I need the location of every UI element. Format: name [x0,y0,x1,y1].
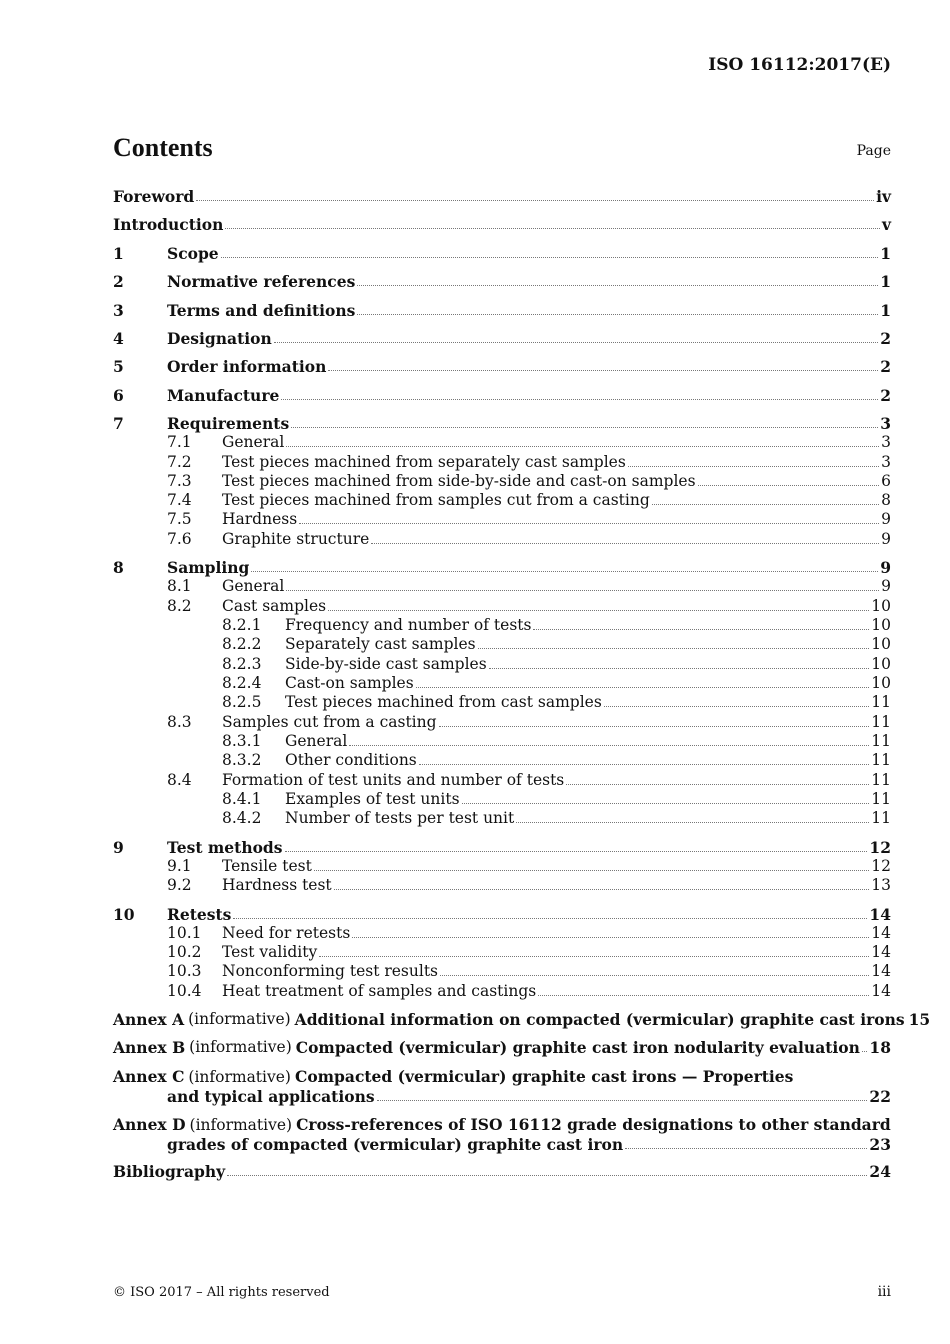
dot-leader [377,1099,868,1101]
dot-leader [698,484,880,486]
toc-entry[interactable] [113,187,891,206]
dot-leader [516,821,869,823]
copyright-notice: © ISO 2017 – All rights reserved [113,1285,330,1300]
toc-entry-title: Terms and definitions [167,301,356,320]
toc-entry-title: Hardness [222,510,298,528]
toc-entry-page: 10 [871,655,891,673]
toc-entry[interactable] [113,530,891,549]
toc-entry-page: 14 [871,982,891,1000]
dot-leader [862,1050,868,1052]
toc-entry-number: 8.2.1 [222,616,262,634]
annex-type: (informative) [188,1068,291,1086]
toc-entry-number: 7.4 [167,491,192,509]
toc-entry[interactable] [113,597,891,616]
toc-entry-title: Test methods [167,838,283,857]
toc-entry-page: 11 [871,732,891,750]
toc-entry-page: 6 [881,472,891,490]
toc-entry-number: 7.5 [167,510,192,528]
document-id: ISO 16112:2017(E) [708,55,891,75]
toc-entry-number: 10.3 [167,962,202,980]
toc-entry-page: 11 [871,751,891,769]
annex-label: Annex C [113,1067,185,1086]
toc-entry[interactable] [113,838,891,857]
toc-entry[interactable] [113,924,891,943]
toc-entry-title: Introduction [113,215,224,234]
toc-entry-title: Test pieces machined from side-by-side and cast-on samples [222,472,696,490]
dot-leader [328,609,869,611]
toc-entry-page: 2 [880,357,891,376]
toc-entry-page: 1 [880,301,891,320]
toc-entry-title: Tensile test [222,857,312,875]
toc-entry-number: 10.1 [167,924,202,942]
toc-entry-number: 8.3.2 [222,751,262,769]
toc-entry-page: 3 [881,433,891,451]
toc-entry-number: 8.2.2 [222,635,262,653]
toc-entry[interactable] [113,472,891,491]
toc-entry-page: 14 [869,905,891,924]
toc-entry[interactable] [113,329,891,348]
dot-leader [533,628,869,630]
annex-entry[interactable] [113,1038,891,1057]
toc-entry[interactable] [113,301,891,320]
toc-entry-page: 9 [880,558,891,577]
dot-leader [352,936,869,938]
toc-entry-page: 14 [871,924,891,942]
toc-entry-title: Cast samples [222,597,327,615]
toc-entry[interactable] [113,732,891,751]
toc-entry-page: 13 [871,876,891,894]
toc-entry-title: Frequency and number of tests [285,616,532,634]
toc-entry[interactable] [113,357,891,376]
toc-entry-number: 10 [113,905,135,924]
toc-entry-number: 9.2 [167,876,192,894]
toc-entry-title: Cast-on samples [285,674,414,692]
toc-entry-title: Other conditions [285,751,417,769]
annex-title: Additional information on compacted (vermicular) graphite cast irons [294,1010,905,1029]
toc-entry-number: 4 [113,329,124,348]
toc-entry-page: 3 [881,453,891,471]
toc-entry-number: 7.6 [167,530,192,548]
toc-entry-page: 14 [871,962,891,980]
dot-leader [566,783,869,785]
annex-title: Cross-references of ISO 16112 grade designations to other standard [296,1115,891,1134]
toc-entry-number: 1 [113,244,124,263]
bibliography-entry[interactable] [113,1162,891,1181]
toc-entry-number: 9.1 [167,857,192,875]
dot-leader [416,686,870,688]
toc-entry[interactable] [113,790,891,809]
toc-entry-page: 10 [871,674,891,692]
annex-page: 15 [908,1010,931,1029]
toc-entry-page: 1 [880,244,891,263]
toc-entry-title: Scope [167,244,219,263]
toc-entry[interactable] [113,943,891,962]
toc-entry-page: 9 [881,577,891,595]
toc-entry-number: 10.2 [167,943,202,961]
toc-entry-page: 10 [871,597,891,615]
toc-entry-title: Order information [167,357,327,376]
dot-leader [489,667,870,669]
toc-entry-number: 7.2 [167,453,192,471]
toc-entry-number: 8.3 [167,713,192,731]
dot-leader [281,398,878,400]
dot-leader [233,917,867,919]
annex-label: Annex A [113,1010,185,1029]
toc-entry-title: Formation of test units and number of tests [222,771,565,789]
toc-entry-title: General [222,433,285,451]
annex-title: Compacted (vermicular) graphite cast iron nodularity evaluation [295,1038,860,1057]
toc-entry[interactable] [113,751,891,770]
dot-leader [652,503,879,505]
toc-entry-title: Side-by-side cast samples [285,655,487,673]
toc-entry[interactable] [113,962,891,981]
annex-type: (informative) [189,1116,293,1134]
toc-entry[interactable] [113,771,891,790]
toc-entry-number: 7.3 [167,472,192,490]
toc-entry[interactable] [113,433,891,452]
toc-entry-number: 8.2.3 [222,655,262,673]
toc-entry-title: Retests [167,905,232,924]
toc-entry[interactable] [113,577,891,596]
toc-entry-title: Graphite structure [222,530,370,548]
toc-entry[interactable] [113,674,891,693]
annex-title-continued: and typical applications [167,1087,375,1106]
dot-leader [251,570,878,572]
dot-leader [227,1174,867,1176]
toc-entry[interactable] [113,905,891,924]
toc-entry[interactable] [113,655,891,674]
toc-entry-title: Number of tests per test unit [285,809,515,827]
dot-leader [314,869,869,871]
toc-entry-page: 11 [871,713,891,731]
toc-entry-title: Heat treatment of samples and castings [222,982,537,1000]
dot-leader [334,888,870,890]
dot-leader [478,647,870,649]
toc-entry-number: 6 [113,386,124,405]
dot-leader [419,763,870,765]
dot-leader [349,744,869,746]
dot-leader [625,1147,867,1149]
toc-entry-page: 11 [871,693,891,711]
toc-entry-page: 12 [869,838,891,857]
toc-entry[interactable] [113,857,891,876]
toc-entry-number: 8.2.5 [222,693,262,711]
toc-entry-page: 11 [871,771,891,789]
toc-entry-number: 8.1 [167,577,192,595]
dot-leader [285,850,868,852]
annex-entry[interactable] [113,1010,931,1029]
toc-entry-page: 11 [871,790,891,808]
toc-entry-number: 8.4.2 [222,809,262,827]
page-title: Contents [113,133,213,162]
toc-entry-page: 12 [871,857,891,875]
toc-entry-title: Manufacture [167,386,280,405]
toc-entry[interactable] [113,982,891,1001]
toc-entry[interactable] [113,386,891,405]
toc-entry-title: Test pieces machined from separately cast samples [222,453,626,471]
toc-entry-title: Test pieces machined from cast samples [285,693,602,711]
annex-page: 18 [869,1038,891,1057]
toc-entry-title: Test validity [222,943,318,961]
dot-leader [286,445,879,447]
toc-entry-number: 10.4 [167,982,202,1000]
dot-leader [274,341,878,343]
toc-entry-number: 2 [113,272,124,291]
dot-leader [357,313,878,315]
toc-entry-page: 1 [880,272,891,291]
toc-entry[interactable] [113,635,891,654]
toc-entry-number: 5 [113,357,124,376]
toc-entry-page: 8 [881,491,891,509]
dot-leader [462,802,870,804]
toc-entry[interactable] [113,215,891,234]
toc-entry-number: 9 [113,838,124,857]
toc-entry-number: 7.1 [167,433,192,451]
toc-entry-title: Need for retests [222,924,351,942]
page-column-label: Page [856,143,891,159]
toc-entry[interactable] [113,616,891,635]
toc-entry-title: Separately cast samples [285,635,476,653]
toc-entry-number: 7 [113,414,124,433]
toc-entry-page: 10 [871,635,891,653]
toc-entry-page: 2 [880,329,891,348]
toc-entry[interactable] [113,453,891,472]
toc-entry-title: Requirements [167,414,290,433]
toc-entry[interactable] [113,272,891,291]
dot-leader [196,199,874,201]
page-number: iii [877,1284,891,1300]
annex-entry[interactable] [113,1115,891,1154]
toc-entry-title: Samples cut from a casting [222,713,437,731]
toc-entry-page: 9 [881,510,891,528]
dot-leader [319,955,869,957]
toc-entry-title: General [222,577,285,595]
toc-entry[interactable] [113,244,891,263]
toc-entry-page: 14 [871,943,891,961]
toc-entry[interactable] [113,414,891,433]
toc-entry-number: 8.2.4 [222,674,262,692]
toc-entry-page: 2 [880,386,891,405]
toc-entry-title: Nonconforming test results [222,962,439,980]
toc-entry-title: Foreword [113,187,195,206]
toc-entry-title: General [285,732,348,750]
toc-entry[interactable] [113,713,891,732]
toc-entry-number: 8.3.1 [222,732,262,750]
toc-entry-number: 8 [113,558,124,577]
toc-entry-title: Hardness test [222,876,332,894]
toc-entry-page: 3 [880,414,891,433]
annex-label: Annex B [113,1038,186,1057]
toc-entry[interactable] [113,491,891,510]
toc-entry[interactable] [113,876,891,895]
bibliography-page: 24 [869,1162,891,1181]
toc-entry-title: Test pieces machined from samples cut from a casting [222,491,650,509]
annex-page: 22 [869,1087,891,1106]
bibliography-title: Bibliography [113,1162,226,1181]
dot-leader [628,465,879,467]
toc-entry-number: 3 [113,301,124,320]
annex-label: Annex D [113,1115,186,1134]
toc-entry-title: Sampling [167,558,250,577]
dot-leader [371,542,879,544]
toc-entry-title: Examples of test units [285,790,460,808]
dot-leader [299,522,879,524]
toc-entry-title: Normative references [167,272,356,291]
toc-entry[interactable] [113,693,891,712]
dot-leader [439,725,870,727]
dot-leader [328,369,878,371]
toc-entry-page: 10 [871,616,891,634]
dot-leader [440,974,869,976]
annex-title: Compacted (vermicular) graphite cast irons — Properties [294,1067,794,1086]
toc-entry-page: v [881,215,891,234]
dot-leader [604,705,869,707]
toc-entry[interactable] [113,809,891,828]
toc-entry[interactable] [113,510,891,529]
dot-leader [221,256,879,258]
dot-leader [538,994,869,996]
toc-entry-number: 8.4.1 [222,790,262,808]
toc-entry-page: iv [876,187,891,206]
toc-entry-number: 8.4 [167,771,192,789]
annex-type: (informative) [189,1038,292,1056]
dot-leader [291,426,878,428]
toc-entry-title: Designation [167,329,272,348]
annex-page: 23 [869,1135,891,1154]
annex-entry[interactable] [113,1067,891,1106]
toc-entry-page: 11 [871,809,891,827]
dot-leader [225,227,880,229]
dot-leader [357,284,878,286]
annex-title-continued: grades of compacted (vermicular) graphite cast iron [167,1135,624,1154]
dot-leader [286,589,879,591]
annex-type: (informative) [188,1010,291,1028]
toc-entry-page: 9 [881,530,891,548]
toc-entry[interactable] [113,558,891,577]
toc-entry-number: 8.2 [167,597,192,615]
